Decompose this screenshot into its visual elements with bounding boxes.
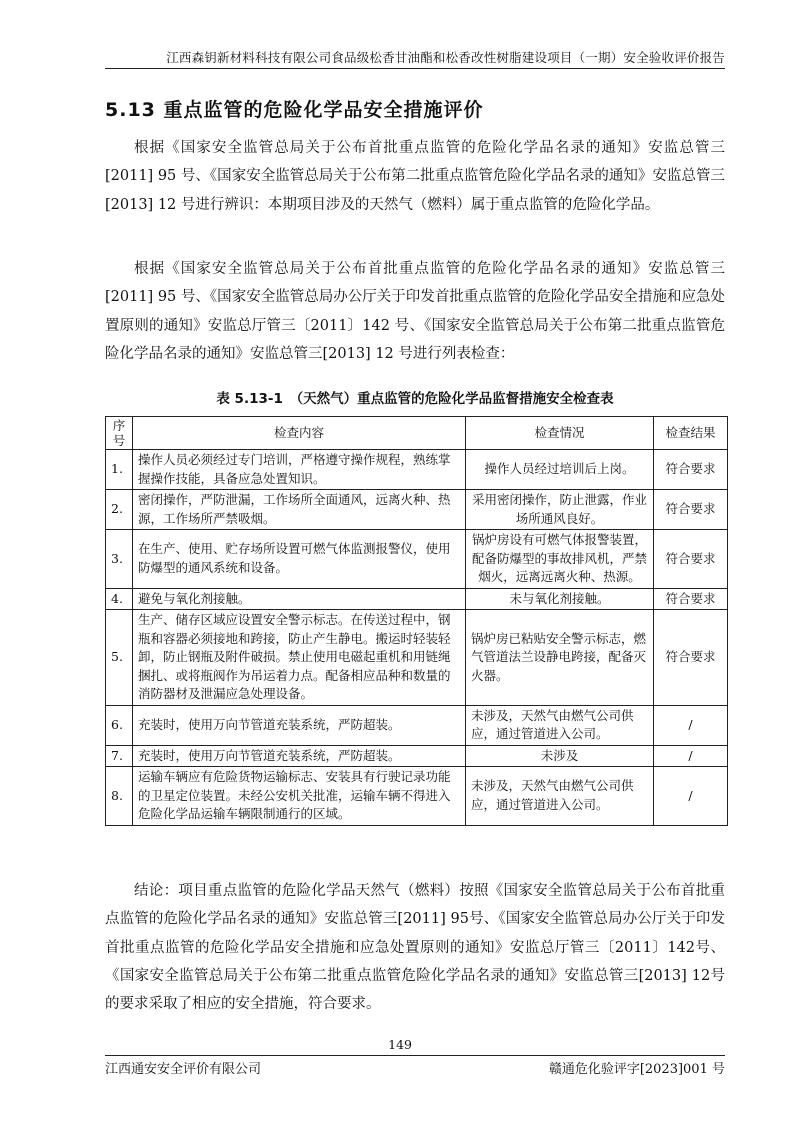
row-no: 1. [106, 450, 133, 490]
row-no: 6. [106, 705, 133, 745]
row-status: 锅炉房已粘贴安全警示标志，燃气管道法兰设静电跨接，配备灭火器。 [466, 610, 654, 706]
row-status: 未与氧化剂接触。 [466, 588, 654, 610]
header-rule [105, 68, 725, 69]
row-status: 未涉及，天然气由燃气公司供应，通过管道进入公司。 [466, 767, 654, 826]
row-status: 未涉及，天然气由燃气公司供应，通过管道进入公司。 [466, 705, 654, 745]
row-status: 采用密闭操作，防止泄露，作业场所通风良好。 [466, 490, 654, 530]
header-content: 检查内容 [133, 417, 466, 450]
row-result: 符合要求 [654, 450, 728, 490]
table-row [106, 588, 728, 610]
paragraph-2: 根据《国家安全监管总局关于公布首批重点监管的危险化学品名录的通知》安监总管三[2011] 95 号、《国家安全监管总局办公厅关于印发首批重点监管的危险化学品安全措施和应急处置原则的通知》安监总厅管三〔2011〕142 号、《国家安全监管总局关于公布第二批重点监管危险化学品名录的通知》安监总管三[2013] 12 号进行列表检查： [105, 261, 725, 362]
row-content: 运输车辆应有危险货物运输标志、安装具有行驶记录功能的卫星定位装置。未经公安机关批准，运输车辆不得进入危险化学品运输车辆限制通行的区域。 [133, 767, 466, 826]
row-content: 密闭操作，严防泄漏，工作场所全面通风，远离火种、热源，工作场所严禁吸烟。 [133, 490, 466, 530]
table-row [106, 767, 728, 826]
row-result: / [654, 767, 728, 826]
table-header-row [106, 417, 728, 450]
row-no: 4. [106, 588, 133, 610]
paragraph-1: 根据《国家安全监管总局关于公布首批重点监管的危险化学品名录的通知》安监总管三[2011] 95 号、《国家安全监管总局关于公布第二批重点监管危险化学品名录的通知》安监总管三[2013] 12 号进行辨识：本期项目涉及的天然气（燃料）属于重点监管的危险化学品。 [105, 140, 725, 213]
table-row [106, 745, 728, 767]
row-no: 2. [106, 490, 133, 530]
table-row [106, 610, 728, 706]
section-title: 5.13 重点监管的危险化学品安全措施评价 [105, 99, 484, 121]
table-row [106, 530, 728, 589]
row-no: 7. [106, 745, 133, 767]
page-header: 江西森钥新材料科技有限公司食品级松香甘油酯和松香改性树脂建设项目（一期）安全验收评价报告 [166, 50, 725, 65]
header-no: 序号 [106, 417, 133, 450]
table-row [106, 705, 728, 745]
row-status: 操作人员经过培训后上岗。 [466, 450, 654, 490]
row-content: 生产、储存区域应设置安全警示标志。在传送过程中，钢瓶和容器必须接地和跨接，防止产生静电。搬运时轻装轻卸，防止钢瓶及附件破损。禁止使用电磁起重机和用链绳捆扎、或将瓶阀作为吊运着力点。配备相应品种和数量的消防器材及泄漏应急处理设备。 [133, 610, 466, 706]
header-status: 检查情况 [466, 417, 654, 450]
row-result: / [654, 705, 728, 745]
row-status: 锅炉房设有可燃气体报警装置，配备防爆型的事故排风机，严禁烟火，远离远离火种、热源。 [466, 530, 654, 589]
row-no: 5. [106, 610, 133, 706]
row-result: 符合要求 [654, 610, 728, 706]
header-result: 检查结果 [654, 417, 728, 450]
row-no: 3. [106, 530, 133, 589]
conclusion-paragraph: 结论：项目重点监管的危险化学品天然气（燃料）按照《国家安全监管总局关于公布首批重点监管的危险化学品名录的通知》安监总管三[2011] 95号、《国家安全监管总局办公厅关于印发首批重点监管的危险化学品安全措施和应急处置原则的通知》安监总厅管三〔2011〕142号、《国家安全监管总局关于公布第二批重点监管危险化学品名录的通知》安监总管三[2013] 12号的要求采取了相应的安全措施，符合要求。 [105, 883, 725, 1013]
row-result: / [654, 745, 728, 767]
table-title: 表 5.13-1 （天然气）重点监管的危险化学品监督措施安全检查表 [216, 391, 614, 407]
row-content: 充装时，使用万向节管道充装系统，严防超装。 [133, 745, 466, 767]
footer-doc-number: 赣通危化验评字[2023]001 号 [548, 1062, 725, 1077]
row-result: 符合要求 [654, 530, 728, 589]
row-result: 符合要求 [654, 588, 728, 610]
row-content: 充装时，使用万向节管道充装系统，严防超装。 [133, 705, 466, 745]
row-result: 符合要求 [654, 490, 728, 530]
row-content: 避免与氧化剂接触。 [133, 588, 466, 610]
table-row [106, 490, 728, 530]
row-status: 未涉及 [466, 745, 654, 767]
row-no: 8. [106, 767, 133, 826]
footer-rule [105, 1055, 725, 1056]
page-number: 149 [388, 1037, 412, 1052]
row-content: 在生产、使用、贮存场所设置可燃气体监测报警仪，使用防爆型的通风系统和设备。 [133, 530, 466, 589]
footer-company: 江西通安安全评价有限公司 [105, 1062, 262, 1077]
table-row [106, 450, 728, 490]
row-content: 操作人员必须经过专门培训，严格遵守操作规程，熟练掌握操作技能，具备应急处置知识。 [133, 450, 466, 490]
safety-check-table [105, 416, 728, 826]
